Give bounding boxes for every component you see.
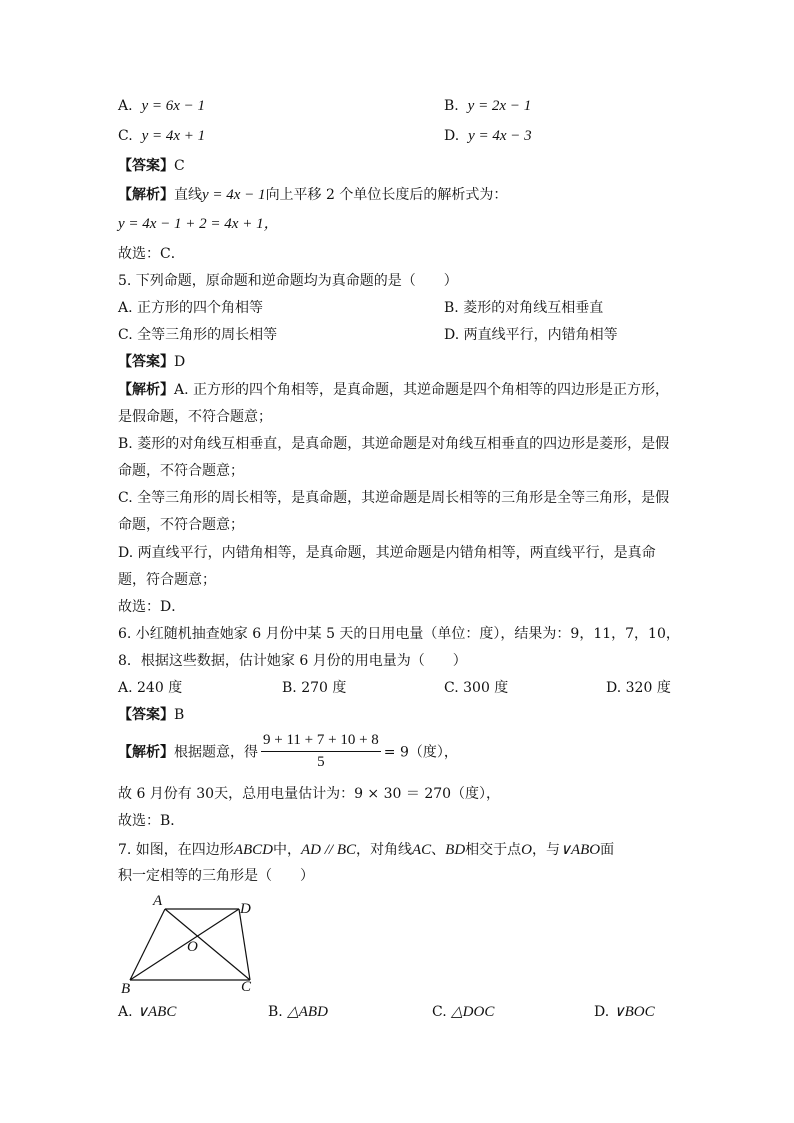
edge-ba xyxy=(130,909,165,980)
q6-option-c xyxy=(444,678,508,698)
option-label: A. xyxy=(118,98,133,114)
q5-option-a xyxy=(118,298,263,318)
q5-conclusion: 故选：D． xyxy=(118,599,186,615)
q6-conclusion: 故选：B． xyxy=(118,813,185,829)
q4-answer xyxy=(118,156,185,176)
option-text: 菱形的对角线互相垂直 xyxy=(463,300,604,316)
option-label: D. xyxy=(444,128,460,144)
stem-text: 面 xyxy=(600,842,615,858)
analysis-expr: y = 4x − 1 xyxy=(202,187,266,203)
analysis-tag: 【解析】 xyxy=(118,187,174,203)
q5-option-c xyxy=(118,325,277,345)
analysis-tag: 【解析】 xyxy=(118,382,174,398)
option-text: 两直线平行，内错角相等 xyxy=(463,327,618,343)
option-label: C. xyxy=(118,327,133,343)
q5-analysis-line-7: 题，符合题意； xyxy=(118,572,216,588)
fraction-result: = 9（度）， xyxy=(383,744,458,761)
diagonal-bd xyxy=(130,909,239,980)
label-a: A xyxy=(153,893,163,909)
answer-tag: 【答案】 xyxy=(118,158,174,174)
option-label: B. xyxy=(444,300,459,316)
option-expr: y = 6x − 1 xyxy=(141,98,206,114)
answer-value: C xyxy=(174,158,185,174)
q6-option-d xyxy=(606,678,671,698)
option-label: B. xyxy=(268,1004,283,1020)
q5-analysis-line-4: C. 全等三角形的周长相等，是真命题，其逆命题是周长相等的三角形是全等三角形，是假 xyxy=(118,490,670,506)
q4-conclusion: 故选：C． xyxy=(118,246,185,262)
option-label: D. xyxy=(594,1004,610,1020)
option-text: △ABD xyxy=(287,1004,328,1020)
option-text: ∨ABC xyxy=(137,1004,177,1020)
q4-analysis-line2: y = 4x − 1 + 2 = 4x + 1， xyxy=(118,216,279,232)
option-text: 300 度 xyxy=(463,680,509,696)
q7-stem-line1 xyxy=(118,840,614,860)
q4-option-b xyxy=(444,96,531,116)
option-label: B. xyxy=(444,98,459,114)
stem-math: O xyxy=(521,842,532,858)
q6-answer xyxy=(118,705,184,725)
diagonal-ac xyxy=(165,909,250,980)
q5-analysis-line-1: 是假命题，不符合题意； xyxy=(118,409,272,425)
label-c: C xyxy=(241,979,252,995)
option-label: D. xyxy=(444,327,460,343)
option-text: 320 度 xyxy=(625,680,671,696)
q4-option-c xyxy=(118,126,205,146)
answer-tag: 【答案】 xyxy=(118,354,174,370)
q7-option-a xyxy=(118,1002,176,1022)
q7-quadrilateral-figure xyxy=(110,888,270,1000)
stem-math: ∨ABO xyxy=(560,842,601,858)
q5-analysis-line-5: 命题，不符合题意； xyxy=(118,517,244,533)
option-expr: y = 4x + 1 xyxy=(141,128,206,144)
q7-option-d xyxy=(594,1002,655,1022)
option-label: C. xyxy=(118,128,133,144)
stem-text: 、 xyxy=(431,842,446,858)
analysis-text: 根据题意，得 xyxy=(174,744,258,761)
fraction-denominator: 5 xyxy=(317,754,325,770)
stem-math: AD // BC xyxy=(300,842,356,858)
q5-analysis-line-6: D. 两直线平行，内错角相等，是真命题，其逆命题是内错角相等，两直线平行，是真命 xyxy=(118,545,656,561)
label-o: O xyxy=(187,939,198,955)
stem-text: ，对角线 xyxy=(355,842,412,858)
q7-option-c xyxy=(432,1002,494,1022)
q7-stem-line2: 积一定相等的三角形是（ ） xyxy=(118,868,314,884)
q6-analysis xyxy=(118,732,458,771)
stem-math: AC xyxy=(411,842,432,858)
stem-text: 7. 如图，在四边形 xyxy=(118,842,234,858)
q6-stem-line1: 6. 小红随机抽查她家 6 月份中某 5 天的日用电量（单位：度），结果为：9，11，7，10， xyxy=(118,626,680,642)
answer-tag: 【答案】 xyxy=(118,707,174,723)
option-label: C. xyxy=(432,1004,447,1020)
q5-option-b xyxy=(444,298,603,318)
q5-answer xyxy=(118,352,185,372)
answer-value: B xyxy=(174,707,185,723)
option-label: C. xyxy=(444,680,459,696)
option-expr: y = 2x − 1 xyxy=(467,98,532,114)
stem-math: BD xyxy=(445,842,466,858)
label-d: D xyxy=(240,901,251,917)
q6-option-b xyxy=(282,678,346,698)
q5-analysis-line-2: B. 菱形的对角线互相垂直，是真命题，其逆命题是对角线互相垂直的四边形是菱形，是假 xyxy=(118,436,670,452)
option-label: B. xyxy=(282,680,297,696)
q5-stem: 5. 下列命题，原命题和逆命题均为真命题的是（ ） xyxy=(118,273,458,289)
fraction-numerator: 9 + 11 + 7 + 10 + 8 xyxy=(261,732,381,752)
fraction xyxy=(261,732,381,771)
q6-stem-line2: 8．根据这些数据，估计她家 6 月份的用电量为（ ） xyxy=(118,653,467,669)
stem-text: ，与 xyxy=(532,842,560,858)
q5-analysis-line-3: 命题，不符合题意； xyxy=(118,463,244,479)
edge-dc xyxy=(239,909,250,980)
option-expr: y = 4x − 3 xyxy=(468,128,532,144)
option-label: A. xyxy=(118,680,133,696)
label-b: B xyxy=(121,981,131,997)
q4-option-d xyxy=(444,126,532,146)
q7-option-b xyxy=(268,1002,328,1022)
option-text: △DOC xyxy=(451,1004,495,1020)
analysis-tag: 【解析】 xyxy=(118,744,174,761)
stem-text: 中， xyxy=(272,842,301,858)
q4-analysis xyxy=(118,185,507,205)
q4-option-a xyxy=(118,96,205,116)
option-label: D. xyxy=(606,680,622,696)
q5-analysis-line-0 xyxy=(118,380,669,400)
answer-value: D xyxy=(174,354,186,370)
option-text: 240 度 xyxy=(137,680,183,696)
analysis-text: 直线 xyxy=(174,187,202,203)
q6-option-a xyxy=(118,678,182,698)
analysis-text: 向上平移 2 个单位长度后的解析式为： xyxy=(265,187,508,203)
option-text: ∨BOC xyxy=(613,1004,655,1020)
option-text: 270 度 xyxy=(301,680,347,696)
q5-option-d xyxy=(444,325,618,345)
stem-text: 相交于点 xyxy=(465,842,522,858)
analysis-text: A. 正方形的四个角相等，是真命题，其逆命题是四个角相等的四边形是正方形， xyxy=(174,382,670,398)
q6-analysis-line2: 故 6 月份有 30天，总用电量估计为：9 × 30 ＝ 270（度）， xyxy=(118,786,501,802)
option-label: A. xyxy=(118,1004,133,1020)
option-text: 正方形的四个角相等 xyxy=(137,300,264,316)
option-text: 全等三角形的周长相等 xyxy=(137,327,278,343)
stem-math: ABCD xyxy=(233,842,273,858)
option-label: A. xyxy=(118,300,133,316)
